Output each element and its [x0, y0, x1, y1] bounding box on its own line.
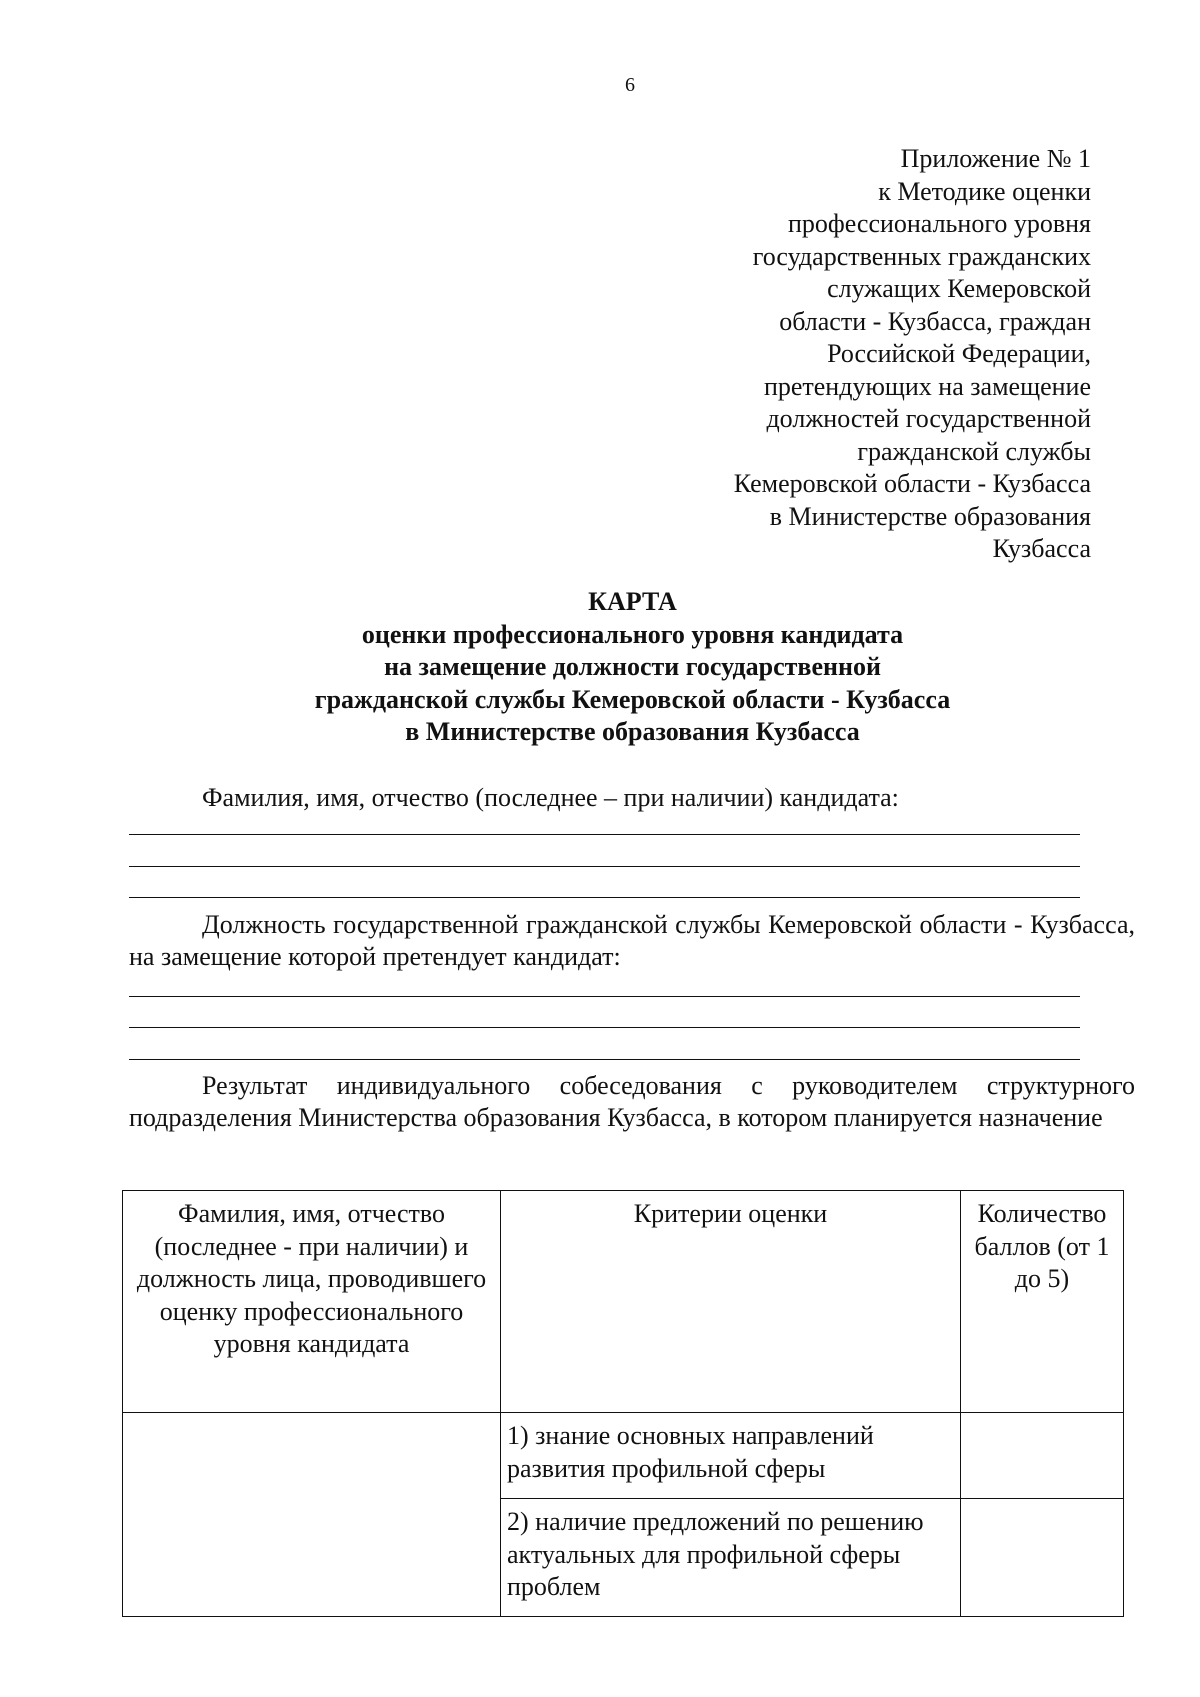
appendix-line: государственных гражданских	[752, 241, 1091, 271]
position-fill-line[interactable]	[129, 996, 1080, 997]
appendix-line: Кузбасса	[992, 534, 1091, 563]
appendix-line: гражданской службы	[857, 436, 1091, 466]
position-fill-line[interactable]	[129, 1027, 1080, 1028]
appendix-line: служащих Кемеровской	[827, 274, 1091, 303]
appendix-line: профессионального уровня	[787, 209, 1091, 238]
candidate-name-fill-line[interactable]	[129, 834, 1080, 835]
appendix-line: претендующих на замещение	[763, 371, 1091, 401]
criterion-cell: 1) знание основных направлений развития профильной сферы	[501, 1413, 961, 1499]
candidate-name-label: Фамилия, имя, отчество (последнее – при наличии) кандидата:	[202, 783, 899, 812]
criterion-cell: 2) наличие предложений по решению актуальных для профильной сферы проблем	[501, 1499, 961, 1617]
appendix-line: Российской Федерации,	[827, 339, 1091, 368]
header-score: Количество баллов (от 1 до 5)	[961, 1191, 1124, 1413]
score-cell[interactable]	[961, 1413, 1124, 1499]
document-title	[125, 586, 1140, 749]
evaluator-cell[interactable]	[123, 1413, 501, 1617]
appendix-reference	[571, 143, 1091, 566]
appendix-line: к Методике оценки	[878, 176, 1091, 206]
appendix-line: области - Кузбасса, граждан	[779, 306, 1091, 336]
candidate-name-fill-line[interactable]	[129, 866, 1080, 867]
appendix-line: Кемеровской области - Кузбасса	[733, 469, 1091, 498]
title-line: КАРТА	[588, 587, 677, 616]
interview-result-label: Результат индивидуального собеседования с руководителем структурного подразделения Министерства образования Кузбасса, в котором планируется назначение	[129, 1071, 1135, 1132]
position-label: Должность государственной гражданской службы Кемеровской области - Кузбасса, на замещение которой претендует кандидат:	[129, 910, 1135, 971]
table-header-row	[123, 1191, 1124, 1413]
title-line: оценки профессионального уровня кандидата	[361, 619, 904, 649]
appendix-line: должностей государственной	[766, 404, 1091, 433]
score-cell[interactable]	[961, 1499, 1124, 1617]
title-line: гражданской службы Кемеровской области - Кузбасса	[314, 684, 951, 714]
appendix-line: Приложение № 1	[900, 144, 1091, 173]
header-criteria: Критерии оценки	[501, 1191, 961, 1413]
table-row	[123, 1413, 1124, 1499]
header-evaluator: Фамилия, имя, отчество (последнее - при наличии) и должность лица, проводившего оценку профессионального уровня кандидата	[123, 1191, 501, 1413]
evaluation-table	[122, 1190, 1124, 1617]
title-line: на замещение должности государственной	[384, 652, 881, 681]
appendix-line: в Министерстве образования	[769, 501, 1091, 531]
position-fill-line[interactable]	[129, 1059, 1080, 1060]
candidate-name-fill-line[interactable]	[129, 897, 1080, 898]
title-line: в Министерстве образования Кузбасса	[405, 717, 860, 746]
page-number: 6	[625, 74, 635, 96]
